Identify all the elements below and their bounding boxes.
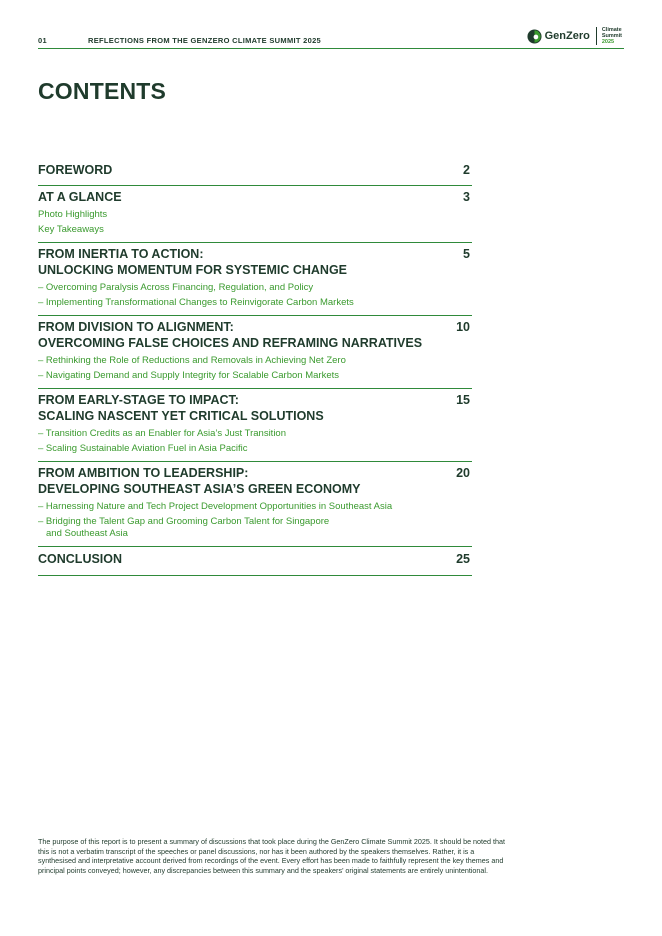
toc-section-title bbox=[38, 320, 422, 351]
summit-year: 2025 bbox=[601, 39, 615, 45]
toc-title-line: UNLOCKING MOMENTUM FOR SYSTEMIC CHANGE bbox=[38, 262, 348, 277]
summit-line-1: Climate bbox=[601, 27, 622, 33]
toc-page-number: 25 bbox=[456, 552, 470, 566]
toc-section-title bbox=[38, 247, 347, 278]
toc-subsection[interactable] bbox=[38, 355, 472, 367]
toc-page-number: 5 bbox=[463, 247, 470, 261]
toc-section-title bbox=[38, 552, 122, 568]
toc-section[interactable] bbox=[38, 243, 472, 316]
toc-subsection-line: – Transition Credits as an Enabler for Asia’s Just Transition bbox=[38, 428, 287, 439]
report-title: REFLECTIONS FROM THE GENZERO CLIMATE SUMMIT 2025 bbox=[88, 36, 322, 45]
toc-subsection-line: – Bridging the Talent Gap and Grooming Carbon Talent for Singapore bbox=[38, 516, 330, 527]
toc-subsection[interactable] bbox=[38, 297, 472, 309]
toc-subsection[interactable] bbox=[38, 224, 472, 236]
toc-section[interactable] bbox=[38, 186, 472, 244]
toc-page-number: 10 bbox=[456, 320, 470, 334]
toc-section[interactable] bbox=[38, 547, 472, 576]
toc-title-line: FROM AMBITION TO LEADERSHIP: bbox=[38, 466, 249, 480]
logo-wordmark: GenZero bbox=[544, 30, 590, 42]
toc-section[interactable] bbox=[38, 316, 472, 389]
toc-subsection-line: – Harnessing Nature and Tech Project Development Opportunities in Southeast Asia bbox=[38, 501, 393, 512]
toc-title-line: DEVELOPING SOUTHEAST ASIA’S GREEN ECONOMY bbox=[38, 481, 361, 496]
toc-page-number: 15 bbox=[456, 393, 470, 407]
toc-section-title bbox=[38, 393, 324, 424]
toc-subsection-line: – Implementing Transformational Changes to Reinvigorate Carbon Markets bbox=[38, 297, 354, 308]
toc-title-line: FOREWORD bbox=[38, 163, 113, 177]
page-header bbox=[38, 26, 624, 49]
toc-title-line: FROM DIVISION TO ALIGNMENT: bbox=[38, 320, 234, 334]
toc-subsection[interactable] bbox=[38, 516, 472, 540]
toc-subsection[interactable] bbox=[38, 209, 472, 221]
toc-section-title bbox=[38, 466, 361, 497]
toc-subsection-line: Key Takeaways bbox=[38, 224, 104, 235]
toc-section[interactable] bbox=[38, 160, 472, 186]
toc-title-line: SCALING NASCENT YET CRITICAL SOLUTIONS bbox=[38, 408, 324, 423]
toc-section[interactable] bbox=[38, 389, 472, 462]
toc-title-line: AT A GLANCE bbox=[38, 189, 122, 204]
genzero-logo bbox=[527, 27, 622, 45]
toc-subsection-line: – Overcoming Paralysis Across Financing, Regulation, and Policy bbox=[38, 282, 314, 293]
toc-subsection-line: Photo Highlights bbox=[38, 209, 108, 220]
toc-subsection-line: – Scaling Sustainable Aviation Fuel in Asia Pacific bbox=[38, 443, 248, 454]
toc-subsection[interactable] bbox=[38, 501, 472, 513]
page-title: CONTENTS bbox=[38, 78, 167, 104]
toc-subsection-line: – Rethinking the Role of Reductions and Removals in Achieving Net Zero bbox=[38, 355, 346, 366]
table-of-contents bbox=[38, 160, 472, 576]
toc-subsection[interactable] bbox=[38, 282, 472, 294]
toc-subsection[interactable] bbox=[38, 443, 472, 455]
toc-page-number: 20 bbox=[456, 466, 470, 480]
toc-title-line: OVERCOMING FALSE CHOICES AND REFRAMING NARRATIVES bbox=[38, 335, 423, 350]
toc-subsection[interactable] bbox=[38, 428, 472, 440]
summit-line-2: Summit bbox=[601, 33, 622, 39]
toc-title-line: FROM INERTIA TO ACTION: bbox=[38, 247, 204, 261]
toc-subsection[interactable] bbox=[38, 370, 472, 382]
disclaimer-text: The purpose of this report is to present a summary of discussions that took place during the GenZero Climate Summit 2025. It should be noted that this is not a verbatim transcript of the speeches or panel discussions, nor has it been authored by the speakers themselves. Rather, it is a synthesised and interpretative account derived from recordings of the event. Every effort has been made to faithfully represent the key themes and principal points conveyed; however, any discrepancies between this summary and the speakers’ original statements are entirely unintentional. bbox=[38, 837, 506, 875]
toc-section-title bbox=[38, 163, 112, 179]
toc-section-title bbox=[38, 190, 122, 206]
toc-subsection-line: and Southeast Asia bbox=[46, 528, 128, 539]
logo-divider bbox=[596, 27, 597, 45]
genzero-leaf-icon bbox=[527, 29, 542, 44]
toc-section[interactable] bbox=[38, 462, 472, 547]
summit-badge bbox=[602, 27, 622, 45]
toc-subsection-line: – Navigating Demand and Supply Integrity for Scalable Carbon Markets bbox=[38, 370, 339, 381]
toc-title-line: FROM EARLY-STAGE TO IMPACT: bbox=[38, 393, 239, 407]
toc-title-line: CONCLUSION bbox=[38, 552, 123, 566]
toc-page-number: 2 bbox=[463, 163, 470, 177]
page-number: 01 bbox=[38, 36, 47, 45]
toc-page-number: 3 bbox=[463, 189, 470, 204]
